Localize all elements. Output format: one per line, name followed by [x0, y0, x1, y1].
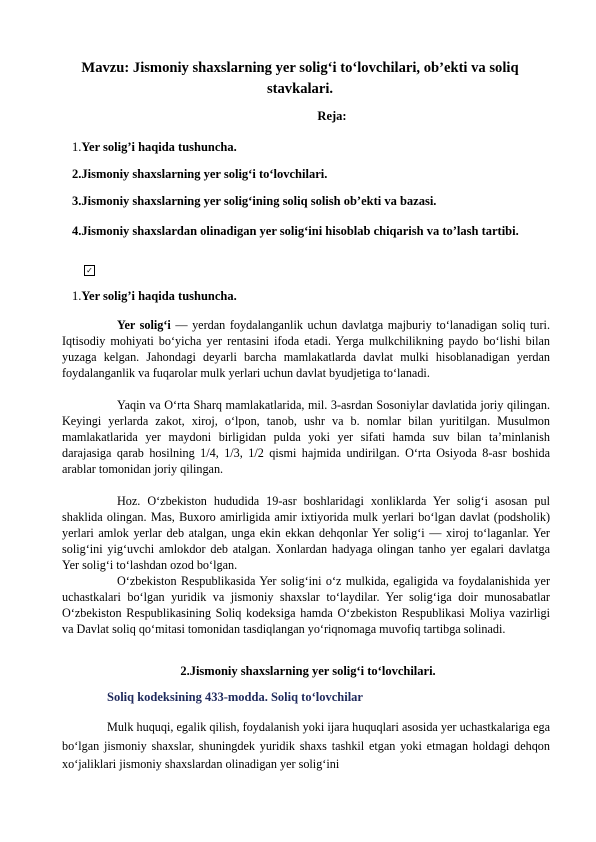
plan-item-number: 2. — [72, 167, 82, 181]
section-number: 1. — [72, 289, 82, 303]
term: Yer solig‘i — [117, 318, 171, 332]
plan-item — [72, 164, 546, 184]
article-heading: Soliq kodeksining 433-modda. Soliq to‘lovchilar — [107, 690, 363, 704]
section-heading-text: Yer solig’i haqida tushuncha. — [81, 289, 237, 303]
paragraph — [62, 494, 550, 574]
paragraph: Mulk huquqi, egalik qilish, foydalanish yoki ijara huquqlari asosida yer uchastkalariga ega bo‘lgan jismoniy shaxslar, shuningdek yuridik shaxs tashkil etgan yoki etmagan holdagi dehqon xo‘jaliklari jismoniy shaxslardan olinadigan yer solig‘ini — [62, 720, 550, 771]
section-heading: 2.Jismoniy shaxslarning yer solig‘i to‘lovchilari. — [180, 664, 436, 678]
paragraph-text: O‘zbekiston Respublikasida Yer solig‘ini o‘z mulkida, egaligida va foydalanishida yer uchastkalari bo‘lgan yuridik va jismoniy shaxslar to‘laydilar. Yer solig‘iga doir munosabatlar O‘zbekiston Respublikasining Soliq kodeksiga hamda O‘zbekiston Respublikasi Moliya vazirligi va Davlat soliq qo‘mitasi tomonidan tasdiqlangan yo‘riqnomaga muvofiq tartibga solinadi. — [62, 574, 550, 636]
plan-item-text: Jismoniy shaxslardan olinadigan yer solig‘ini hisoblab chiqarish va to’lash tartibi. — [81, 224, 519, 238]
paragraph — [62, 318, 550, 382]
plan-item — [72, 221, 546, 241]
plan-item — [72, 191, 546, 211]
section-heading — [72, 289, 237, 304]
paragraph — [62, 574, 550, 638]
plan-item — [72, 137, 546, 157]
plan-item-number: 1. — [72, 140, 82, 154]
plan-item-text: Jismoniy shaxslarning yer solig‘i to‘lovchilari. — [81, 167, 328, 181]
paragraph-text: Hoz. O‘zbekiston hududida 19-asr boshlaridagi xonliklarda Yer solig‘i asosan pul shaklida olingan. Mas, Buxoro amirligida amir ixtiyorida mulk yerlari bo‘lgan davlat (podsholik) yerlari amlok yerlar deb atalgan, unga ekin ekkan dehqonlar Yer solig‘i — xiroj to‘laganlar. Yer solig‘ini yig‘uvchi amlokdor deb atalgan. Xonlardan hadyaga olingan tanho yer egalari davlatga Yer solig‘i to‘lashdan ozod bo‘lgan. — [62, 494, 550, 572]
checkbox-icon: ✓ — [84, 265, 95, 276]
page-title: Mavzu: Jismoniy shaxslarning yer solig‘i to‘lovchilari, ob’ekti va soliq stavkalari. — [81, 60, 519, 97]
paragraph-text: Yaqin va O‘rta Sharq mamlakatlarida, mil. 3-asrdan Sosoniylar davlatida joriy qilingan. Keyingi yerlarda zakot, xiroj, o‘lpon, tanob, ushr va b. nomlar bilan yuritilgan. Musulmon mamlakatlarida yer maydoni birligidan pulda yoki yer sifati hamda suv bilan ta’minlanish darajasiga qarab hosilning 1/4, 1/3, 1/2 qismi hajmida undirilgan. O‘rta Osiyoda 8-asr boshida arablar tomonidan joriy qilingan. — [62, 398, 550, 476]
plan-item-number: 4. — [72, 224, 82, 238]
paragraph-text: — yerdan foydalanganlik uchun davlatga majburiy to‘lanadigan soliq turi. Iqtisodiy mohiyati bo‘yicha yer rentasini ifoda etadi. Yerga mulkchilikning paydo bo‘lishi bilan yuzaga kelgan. Jahondagi deyarli barcha mamlakatlarda davlat mulki hisoblanadigan yerdan foydalanganlik va fuqarolar mulk yerlari uchun davlat byudjetiga to‘lanadi. — [62, 318, 550, 380]
plan-item-number: 3. — [72, 194, 82, 208]
plan-item-text: Yer solig’i haqida tushuncha. — [81, 140, 237, 154]
paragraph — [62, 398, 550, 478]
plan-heading: Reja: — [317, 109, 347, 123]
plan-item-text: Jismoniy shaxslarning yer solig‘ining soliq solish ob’ekti va bazasi. — [81, 194, 437, 208]
